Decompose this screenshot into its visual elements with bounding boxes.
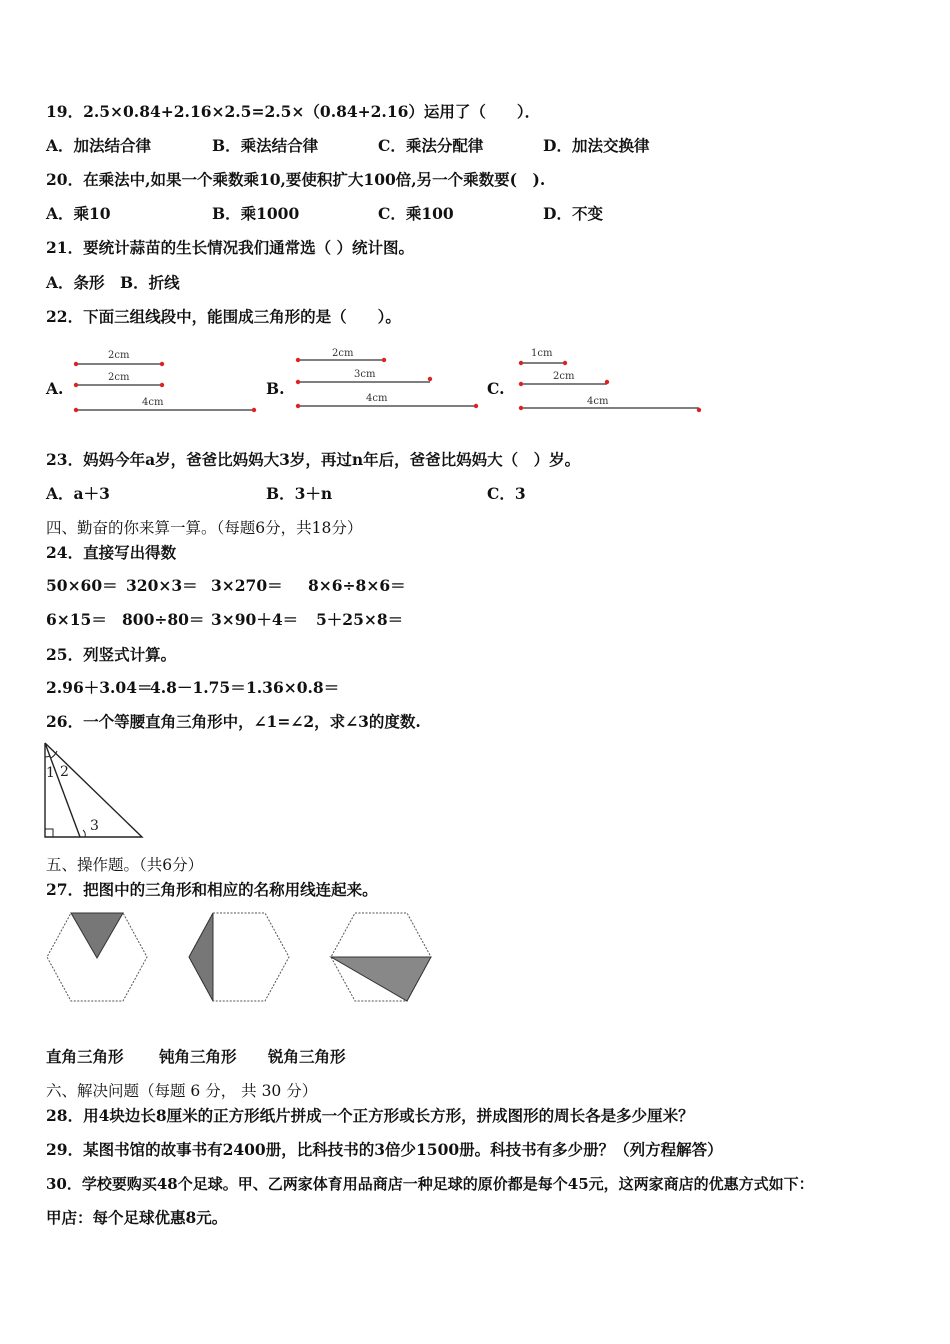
shaded-triangle — [331, 957, 431, 1001]
section-6-heading: 六、解决问题（每题 6 分， 共 30 分） — [46, 1082, 318, 1100]
q21-stem: 21．要统计蒜苗的生长情况我们通常选（ ）统计图。 — [46, 238, 414, 257]
endpoint-dot — [296, 404, 300, 408]
shaded-triangle — [71, 913, 123, 958]
section-4-heading: 四、勤奋的你来算一算。（每题6分，共18分） — [46, 519, 363, 537]
endpoint-dot — [519, 361, 523, 365]
q20-option-b: B．乘1000 — [212, 204, 300, 223]
q20-stem: 20．在乘法中,如果一个乘数乘10,要使积扩大100倍,另一个乘数要( ). — [46, 170, 546, 189]
section-5-heading: 五、操作题。（共6分） — [46, 856, 204, 874]
q22-group-c-label: C. — [487, 379, 505, 398]
hexagon-figure-2 — [186, 908, 292, 1006]
q24-item: 320×3＝ — [126, 576, 198, 595]
q30-stem: 30．学校要购买48个足球。甲、乙两家体育用品商店一种足球的原价都是每个45元，这两家商店的优惠方式如下： — [46, 1175, 814, 1193]
q22-group-a-label: A. — [46, 379, 64, 398]
angle-label-3: 3 — [90, 818, 99, 834]
q19-option-b: B．乘法结合律 — [212, 136, 319, 155]
q22-stem: 22．下面三组线段中，能围成三角形的是（ ）。 — [46, 307, 401, 326]
angle-label-1: 1 — [46, 765, 55, 781]
endpoint-dot — [296, 358, 300, 362]
q27-name-obtuse: 钝角三角形 — [159, 1047, 237, 1066]
q24-item: 3×90＋4＝ — [211, 610, 299, 629]
endpoint-dot — [382, 358, 386, 362]
segment-label: 4cm — [587, 396, 609, 407]
endpoint-dot — [428, 377, 432, 381]
angle-arc — [45, 756, 50, 757]
endpoint-dot — [697, 408, 701, 412]
q28-stem: 28．用4块边长8厘米的正方形纸片拼成一个正方形或长方形，拼成图形的周长各是多少厘米？ — [46, 1106, 694, 1125]
endpoint-dot — [74, 383, 78, 387]
segment-label: 1cm — [531, 348, 553, 359]
segment-label: 3cm — [354, 369, 376, 380]
q24-item: 8×6÷8×6＝ — [308, 576, 406, 595]
q19-option-c: C．乘法分配律 — [378, 136, 484, 155]
q26-stem: 26．一个等腰直角三角形中，∠1=∠2，求∠3的度数. — [46, 712, 421, 731]
q24-item: 50×60＝ — [46, 576, 118, 595]
endpoint-dot — [519, 382, 523, 386]
q24-item: 5＋25×8＝ — [316, 610, 404, 629]
endpoint-dot — [296, 380, 300, 384]
q19-option-a: A．加法结合律 — [46, 136, 152, 155]
q23-stem: 23．妈妈今年a岁，爸爸比妈妈大3岁，再过n年后，爸爸比妈妈大（ ）岁。 — [46, 450, 581, 469]
q23-option-c: C．3 — [487, 484, 526, 503]
q22-group-a-figure — [70, 342, 260, 416]
q20-option-d: D．不变 — [543, 204, 603, 223]
q19-option-d: D．加法交换律 — [543, 136, 650, 155]
q22-group-c-figure — [515, 342, 707, 416]
endpoint-dot — [252, 408, 256, 412]
endpoint-dot — [474, 404, 478, 408]
q23-option-a: A．a＋3 — [46, 484, 110, 503]
segment-label: 2cm — [332, 348, 354, 359]
shaded-triangle — [189, 913, 213, 1001]
endpoint-dot — [605, 380, 609, 384]
q25-item: 4.8－1.75＝ — [150, 678, 246, 697]
angle-arc — [83, 830, 85, 837]
q20-option-a: A．乘10 — [46, 204, 111, 223]
q22-group-b-figure — [292, 340, 482, 414]
q25-item: 1.36×0.8＝ — [246, 678, 340, 697]
q19-stem: 19．2.5×0.84+2.16×2.5=2.5×（0.84+2.16）运用了（ ）． — [46, 102, 541, 121]
endpoint-dot — [160, 383, 164, 387]
q20-option-c: C．乘100 — [378, 204, 454, 223]
q26-triangle-figure — [40, 738, 148, 842]
segment-label: 2cm — [553, 371, 575, 382]
endpoint-dot — [563, 361, 567, 365]
endpoint-dot — [74, 362, 78, 366]
endpoint-dot — [519, 406, 523, 410]
endpoint-dot — [74, 408, 78, 412]
q29-stem: 29．某图书馆的故事书有2400册，比科技书的3倍少1500册。科技书有多少册？（列方程解答） — [46, 1140, 723, 1159]
q25-item: 2.96＋3.04＝ — [46, 678, 153, 697]
q27-name-right: 直角三角形 — [46, 1047, 124, 1066]
q27-stem: 27．把图中的三角形和相应的名称用线连起来。 — [46, 880, 378, 899]
endpoint-dot — [160, 362, 164, 366]
hexagon-figure-3 — [328, 908, 434, 1006]
segment-label: 2cm — [108, 350, 130, 361]
q24-item: 3×270＝ — [211, 576, 283, 595]
q24-item: 6×15＝ — [46, 610, 107, 629]
right-angle-mark — [45, 829, 53, 837]
q25-stem: 25．列竖式计算。 — [46, 645, 177, 664]
q23-option-b: B．3＋n — [266, 484, 333, 503]
segment-label: 2cm — [108, 372, 130, 383]
q21-options: A．条形 B．折线 — [46, 273, 180, 292]
q27-name-acute: 锐角三角形 — [268, 1047, 346, 1066]
q24-stem: 24．直接写出得数 — [46, 543, 177, 562]
segment-label: 4cm — [366, 393, 388, 404]
hexagon-figure-1 — [44, 908, 150, 1006]
segment-label: 4cm — [142, 397, 164, 408]
q22-group-b-label: B. — [266, 379, 285, 398]
q30-shop-a: 甲店：每个足球优惠8元。 — [46, 1208, 228, 1227]
q24-item: 800÷80＝ — [122, 610, 205, 629]
inner-line — [45, 743, 80, 837]
angle-label-2: 2 — [60, 764, 69, 780]
